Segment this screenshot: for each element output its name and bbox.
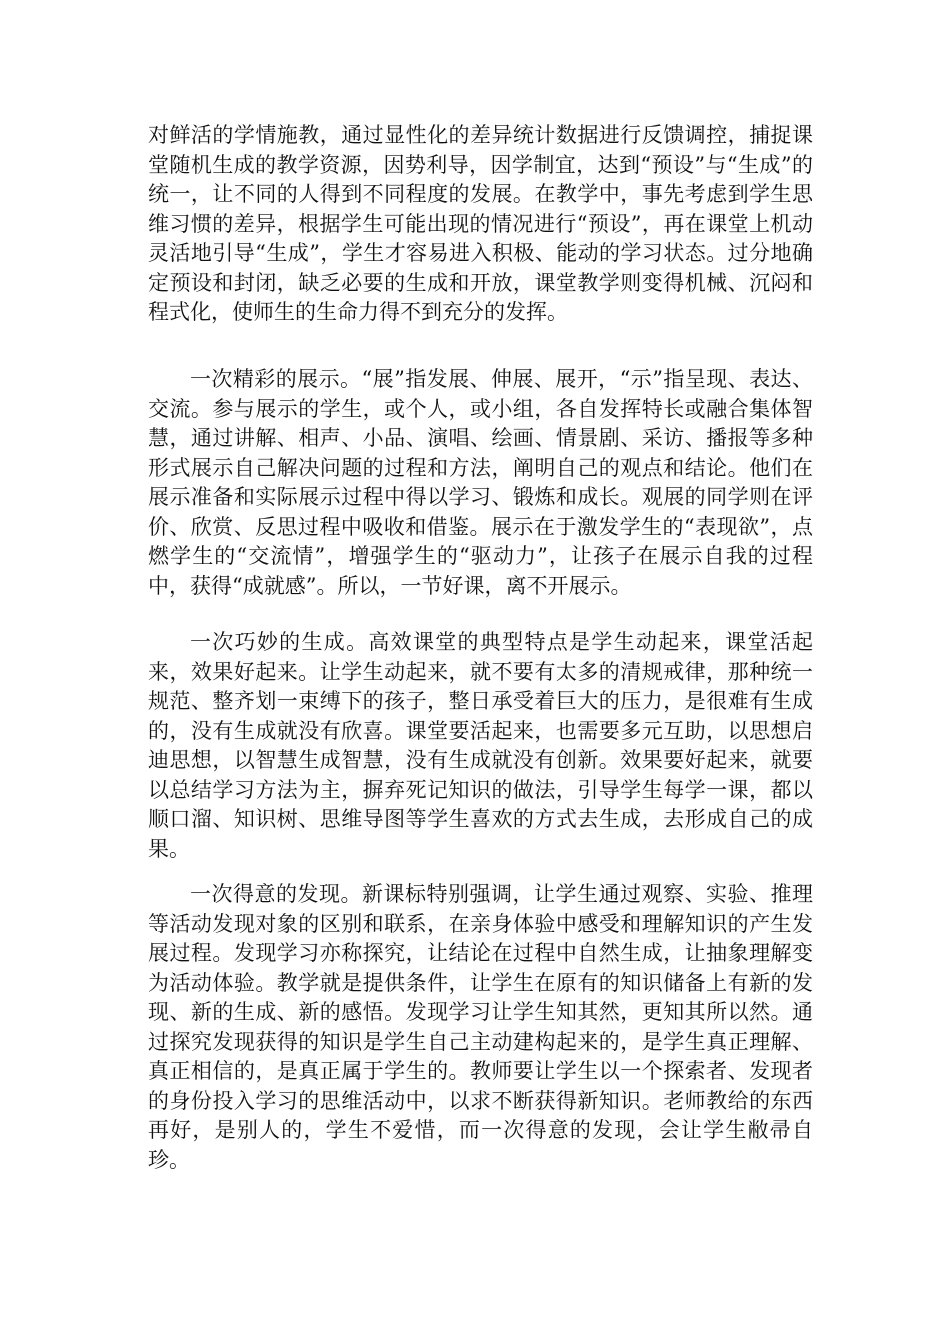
paragraph-generation: 一次巧妙的生成。高效课堂的典型特点是学生动起来，课堂活起来，效果好起来。让学生动起来，就不要有太多的清规戒律，那种统一规范、整齐划一束缚下的孩子，整日承受着巨大的压力，是很难有生成的，没有生成就没有欣喜。课堂要活起来，也需要多元互助，以思想启迪思想，以智慧生成智慧，没有生成就没有创新。效果要好起来，就要以总结学习方法为主，摒弃死记知识的做法，引导学生每学一课，都以顺口溜、知识树、思维导图等学生喜欢的方式去生成，去形成自己的成果。 [148, 630, 813, 861]
paragraph-discovery: 一次得意的发现。新课标特别强调，让学生通过观察、实验、推理等活动发现对象的区别和联系，在亲身体验中感受和理解知识的产生发展过程。发现学习亦称探究，让结论在过程中自然生成，让抽象理解变为活动体验。教学就是提供条件，让学生在原有的知识储备上有新的发现、新的生成、新的感悟。发现学习让学生知其然，更知其所以然。通过探究发现获得的知识是学生自己主动建构起来的，是学生真正理解、真正相信的，是真正属于学生的。教师要让学生以一个探索者、发现者的身份投入学习的思维活动中，以求不断获得新知识。老师教给的东西再好，是别人的，学生不爱惜，而一次得意的发现，会让学生敝帚自珍。 [148, 882, 813, 1172]
paragraph-showcase: 一次精彩的展示。“展”指发展、伸展、展开，“示”指呈现、表达、交流。参与展示的学生，或个人，或小组，各自发挥特长或融合集体智慧，通过讲解、相声、小品、演唱、绘画、情景剧、采访、播报等多种形式展示自己解决问题的过程和方法，阐明自己的观点和结论。他们在展示准备和实际展示过程中得以学习、锻炼和成长。观展的同学则在评价、欣赏、反思过程中吸收和借鉴。展示在于激发学生的“表现欲”，点燃学生的“交流情”，增强学生的“驱动力”，让孩子在展示自我的过程中，获得“成就感”。所以，一节好课，离不开展示。 [148, 367, 813, 598]
paragraph-continuation: 对鲜活的学情施教，通过显性化的差异统计数据进行反馈调控，捕捉课堂随机生成的教学资源，因势利导，因学制宜，达到“预设”与“生成”的统一，让不同的人得到不同程度的发展。在教学中，事先考虑到学生思维习惯的差异，根据学生可能出现的情况进行“预设”，再在课堂上机动灵活地引导“生成”，学生才容易进入积极、能动的学习状态。过分地确定预设和封闭，缺乏必要的生成和开放，课堂教学则变得机械、沉闷和程式化，使师生的生命力得不到充分的发挥。 [148, 123, 813, 324]
